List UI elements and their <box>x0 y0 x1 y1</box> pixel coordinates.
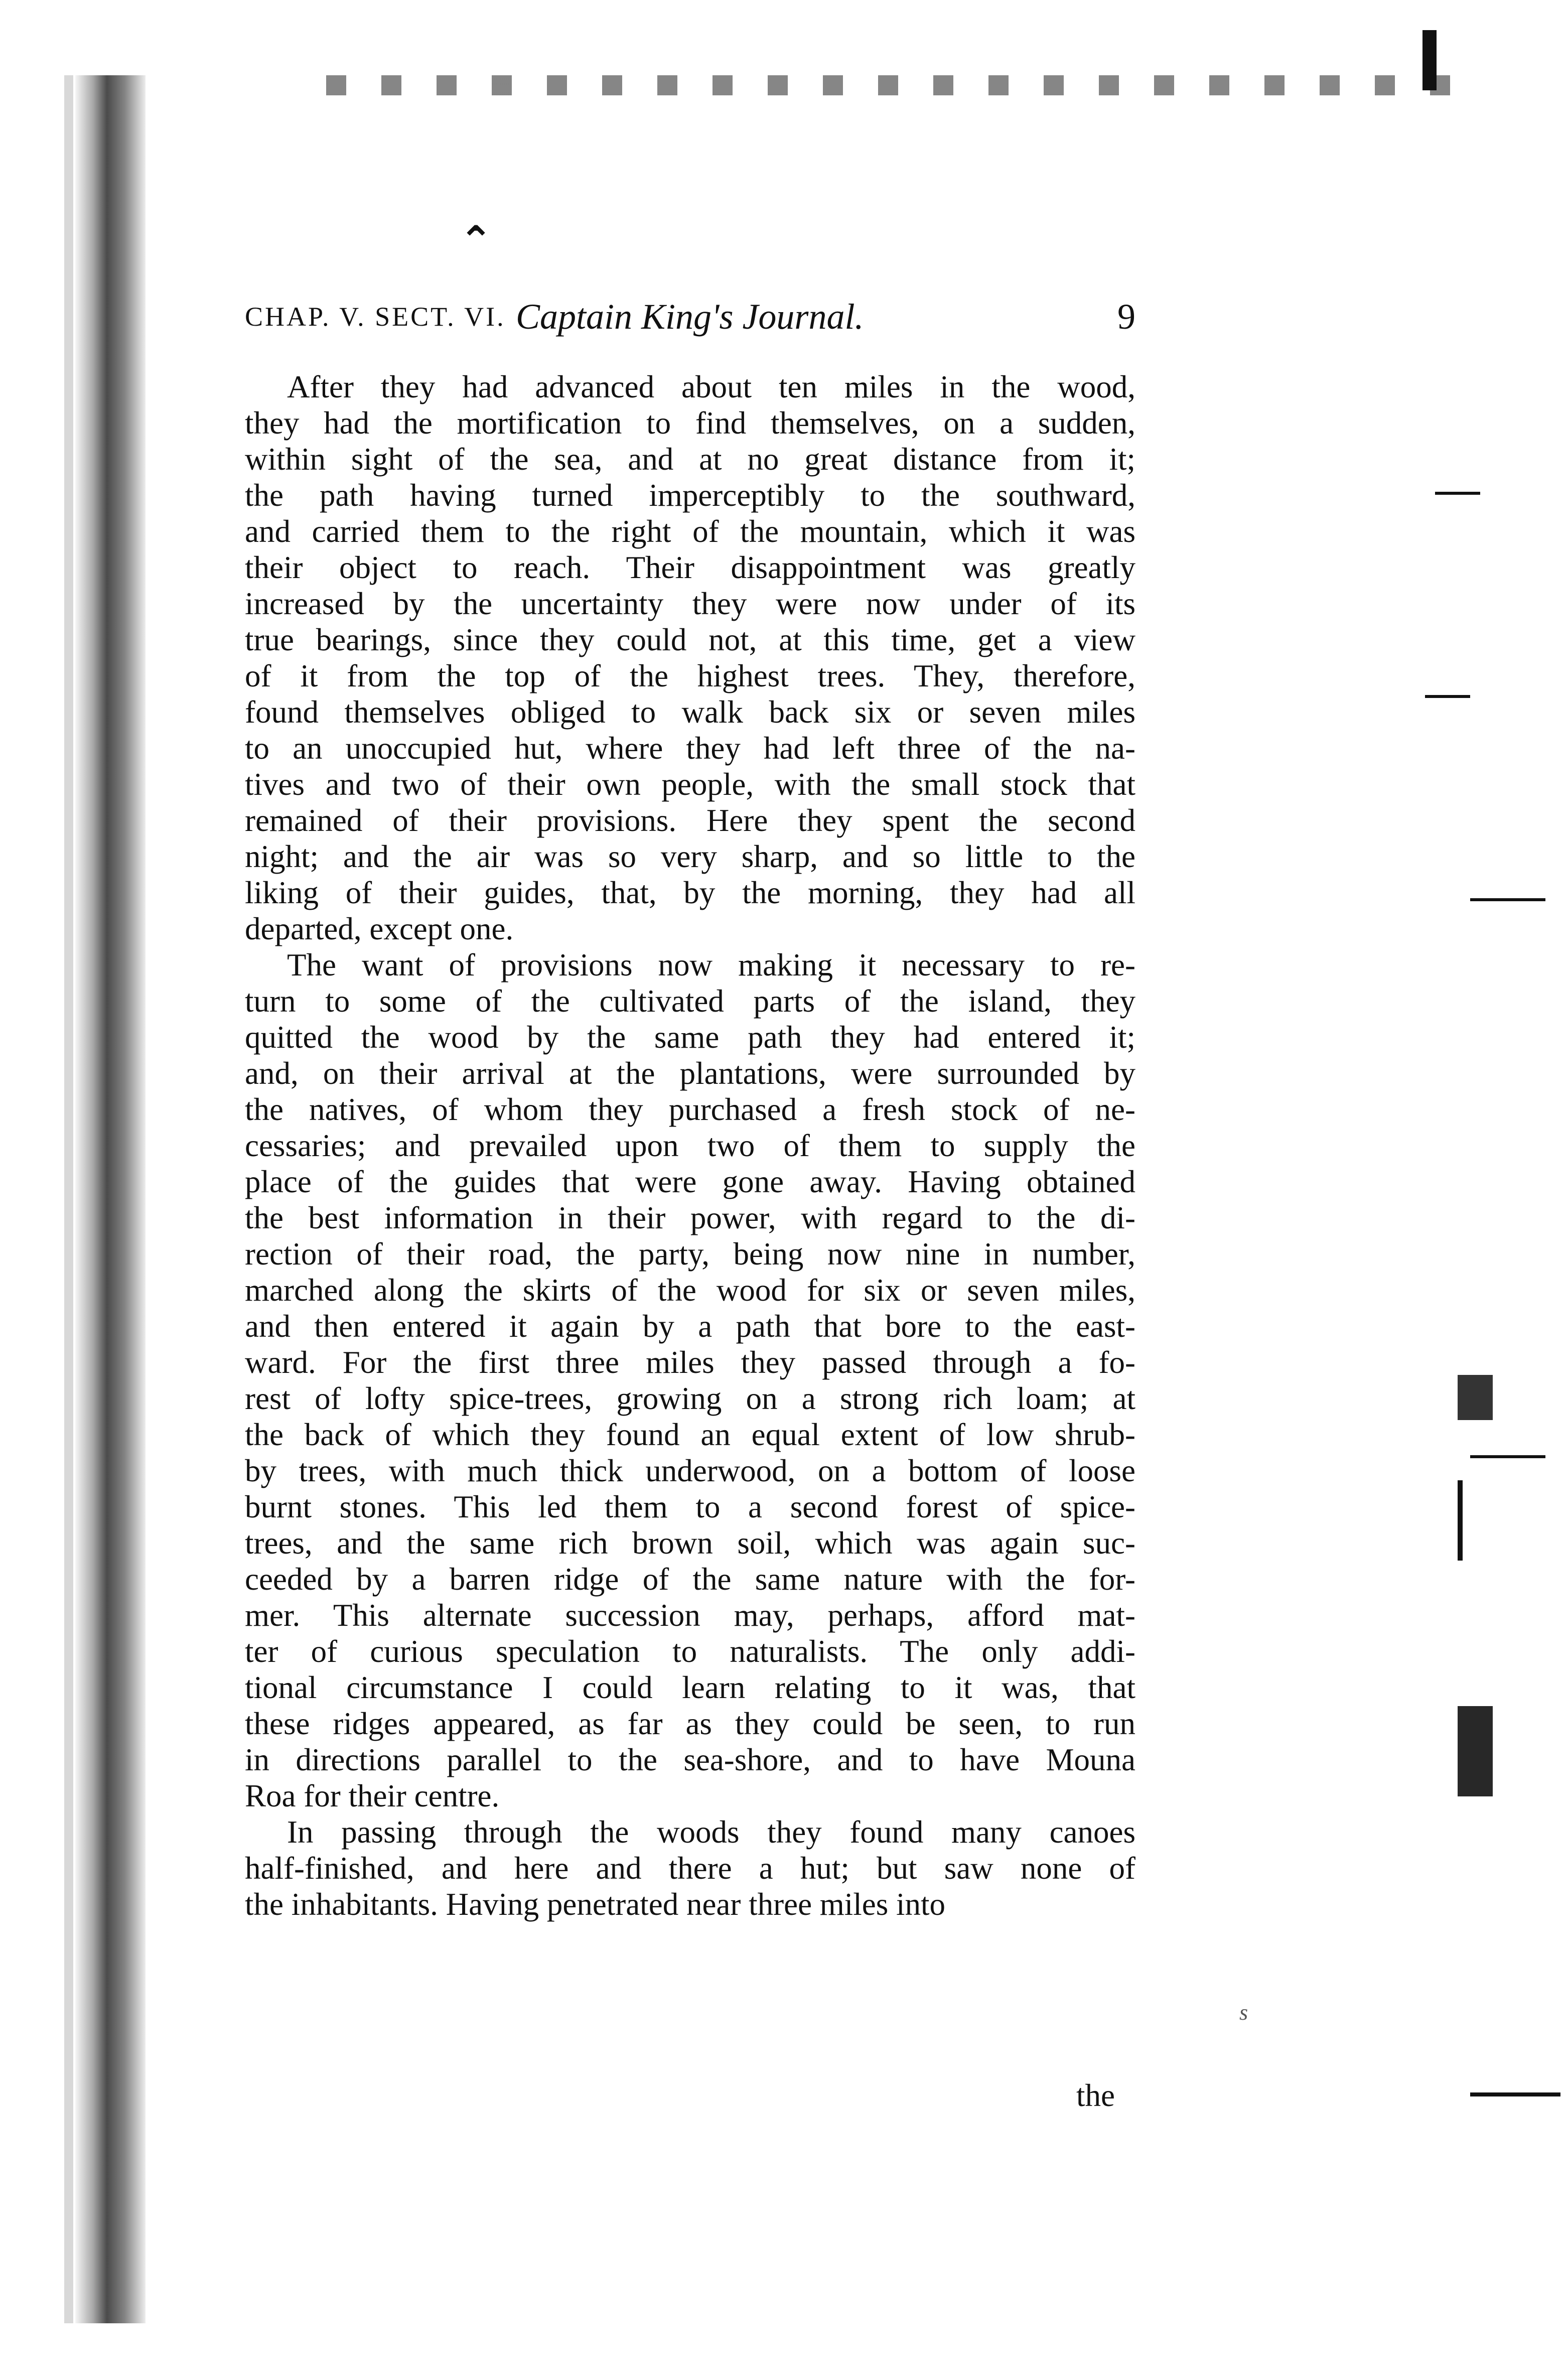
text-line: departed, except one. <box>245 911 514 946</box>
text-line: ter of curious speculation to naturalists. The only addi- <box>245 1634 1135 1669</box>
text-line: Roa for their centre. <box>245 1778 500 1813</box>
text-line: rest of lofty spice-trees, growing on a strong rich loam; at <box>245 1381 1135 1416</box>
paragraph <box>245 947 1135 1814</box>
text-line: The want of provisions now making it necessary to re- <box>287 947 1135 983</box>
scan-corner-mark <box>1422 30 1437 90</box>
text-line: of it from the top of the highest trees. They, therefore, <box>245 658 1135 693</box>
text-line: ceeded by a barren ridge of the same nature with the for- <box>245 1562 1135 1597</box>
scan-noise-mark <box>1458 1375 1493 1420</box>
text-line: mer. This alternate succession may, perhaps, afford mat- <box>245 1598 1135 1633</box>
text-line: liking of their guides, that, by the morning, they had all <box>245 875 1135 910</box>
text-line: turn to some of the cultivated parts of the island, they <box>245 984 1135 1019</box>
scan-noise-mark <box>1458 1480 1463 1561</box>
text-line: In passing through the woods they found many canoes <box>287 1814 1135 1850</box>
scan-noise-mark <box>1435 492 1480 495</box>
text-line: found themselves obliged to walk back six or seven miles <box>245 694 1135 730</box>
text-line: half-finished, and here and there a hut; but saw none of <box>245 1851 1135 1886</box>
page-binding-edge <box>64 75 73 2323</box>
scan-noise-mark <box>1470 1455 1545 1458</box>
text-line: increased by the uncertainty they were now under of its <box>245 586 1135 621</box>
text-line: within sight of the sea, and at no great distance from it; <box>245 442 1135 477</box>
scan-noise-mark <box>1470 898 1545 901</box>
text-line: these ridges appeared, as far as they could be seen, to run <box>245 1706 1135 1741</box>
text-line: true bearings, since they could not, at this time, get a view <box>245 622 1135 657</box>
text-line: cessaries; and prevailed upon two of them to supply the <box>245 1128 1135 1163</box>
catchword: the <box>1076 2078 1115 2113</box>
text-line: tives and two of their own people, with the small stock that <box>245 767 1135 802</box>
text-line: tional circumstance I could learn relating to it was, that <box>245 1670 1135 1705</box>
body-text <box>245 369 1135 1922</box>
running-title: Captain King's Journal. <box>516 297 864 337</box>
caret-mark-icon: ⌃ <box>459 217 493 264</box>
text-line: the path having turned imperceptibly to the southward, <box>245 478 1135 513</box>
text-line: remained of their provisions. Here they spent the second <box>245 803 1135 838</box>
stray-pencil-mark: s <box>1239 2000 1248 2025</box>
text-line: the back of which they found an equal extent of low shrub- <box>245 1417 1135 1452</box>
paragraph <box>245 369 1135 947</box>
text-line: the natives, of whom they purchased a fresh stock of ne- <box>245 1092 1135 1127</box>
scan-noise-mark <box>1470 2092 1560 2096</box>
text-line: ward. For the first three miles they passed through a fo- <box>245 1345 1135 1380</box>
scan-noise-mark <box>1425 695 1470 698</box>
text-line: in directions parallel to the sea-shore, and to have Mouna <box>245 1742 1135 1777</box>
page-binding-shadow <box>75 75 146 2323</box>
text-line: place of the guides that were gone away. Having obtained <box>245 1164 1135 1199</box>
text-line: their object to reach. Their disappointment was greatly <box>245 550 1135 585</box>
text-line: night; and the air was so very sharp, and so little to the <box>245 839 1135 874</box>
text-line: marched along the skirts of the wood for six or seven miles, <box>245 1273 1135 1308</box>
text-line: rection of their road, the party, being now nine in number, <box>245 1236 1135 1272</box>
paragraph <box>245 1814 1135 1922</box>
text-line: burnt stones. This led them to a second forest of spice- <box>245 1489 1135 1524</box>
text-line: quitted the wood by the same path they had entered it; <box>245 1020 1135 1055</box>
text-line: they had the mortification to find themselves, on a sudden, <box>245 405 1135 441</box>
scan-top-edge <box>326 75 1470 95</box>
chapter-section-label: CHAP. V. SECT. VI. <box>245 302 506 332</box>
text-line: trees, and the same rich brown soil, which was again suc- <box>245 1525 1135 1561</box>
text-line: After they had advanced about ten miles in the wood, <box>287 369 1135 404</box>
text-line: the best information in their power, with regard to the di- <box>245 1200 1135 1235</box>
text-line: and then entered it again by a path that bore to the east- <box>245 1309 1135 1344</box>
text-line: and carried them to the right of the mountain, which it was <box>245 514 1135 549</box>
scan-noise-mark <box>1458 1706 1493 1796</box>
text-line: and, on their arrival at the plantations, were surrounded by <box>245 1056 1135 1091</box>
page-number: 9 <box>1117 297 1135 337</box>
text-line: the inhabitants. Having penetrated near three miles into <box>245 1887 946 1922</box>
text-line: by trees, with much thick underwood, on a bottom of loose <box>245 1453 1135 1488</box>
running-header <box>245 296 1135 341</box>
text-line: to an unoccupied hut, where they had left three of the na- <box>245 731 1135 766</box>
